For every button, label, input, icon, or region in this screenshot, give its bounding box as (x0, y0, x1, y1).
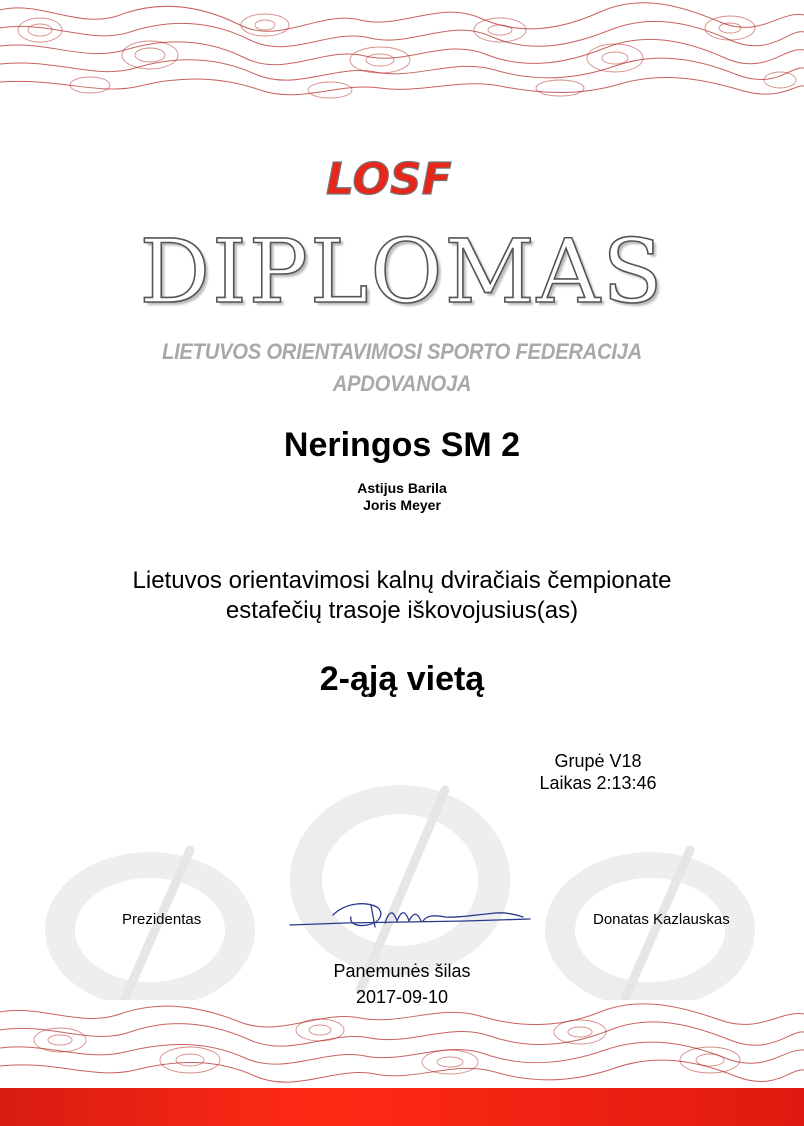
topographic-border-top (0, 0, 804, 110)
place-result: 2-ąją vietą (319, 660, 485, 698)
group-label: Grupė V18 (554, 751, 642, 771)
member-name: Astijus Barila (357, 480, 447, 496)
red-footer-band (0, 1088, 804, 1126)
description-line: estafečių trasoje iškovojusius(as) (225, 597, 579, 624)
event-date: 2017-09-10 (355, 987, 449, 1007)
awards-label: APDOVANOJA (332, 371, 472, 396)
logo-text: LOSF (326, 154, 452, 202)
president-name: Donatas Kazlauskas (593, 911, 730, 928)
time-label: Laikas 2:13:46 (539, 773, 657, 793)
result-details (500, 750, 696, 794)
venue-name: Panemunės šilas (333, 961, 471, 981)
team-members (0, 480, 804, 514)
description-line: Lietuvos orientavimosi kalnų dviračiais čempionate (132, 567, 672, 594)
diploma-title: DIPLOMAS (139, 220, 665, 323)
member-name: Joris Meyer (363, 497, 441, 513)
team-name: Neringos SM 2 (283, 426, 521, 464)
president-label: Prezidentas (122, 911, 202, 928)
federation-heading (32, 336, 772, 400)
award-description (0, 566, 804, 626)
topographic-border-bottom (0, 1000, 804, 1090)
signature-icon (285, 893, 535, 935)
losf-logo-icon (322, 152, 487, 202)
federation-name: LIETUVOS ORIENTAVIMOSI SPORTO FEDERACIJA (161, 339, 643, 364)
